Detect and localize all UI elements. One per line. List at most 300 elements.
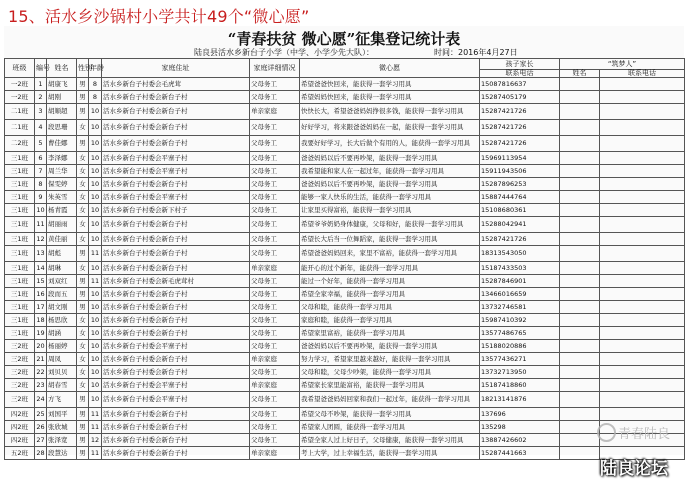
cell-address: 活水乡新台子村委会新台子村 <box>102 327 250 340</box>
cell-name: 段慧达 <box>47 447 77 460</box>
cell-name: 周凤 <box>47 353 77 366</box>
school-name: 陆良县活水乡新台子小学（中学、小学少先大队）： <box>194 48 374 57</box>
cell-address: 活水乡新台子村委会新台子村 <box>102 434 250 447</box>
cell-situation: 单亲家庭 <box>250 447 300 460</box>
table-row <box>5 301 685 314</box>
cell-phone: 18213141876 <box>480 392 560 408</box>
cell-class: 三1班 <box>5 288 35 301</box>
col-address: 家庭住址 <box>102 59 250 78</box>
col-class: 班级 <box>5 59 35 78</box>
cell-gender: 女 <box>77 262 89 275</box>
watermark-forum: 陆良论坛 <box>600 459 668 479</box>
cell-address: 活水乡新台子村委会平寨子村 <box>102 152 250 165</box>
cell-age: 11 <box>89 275 102 288</box>
cell-wish: 希望全家人过上好日子，父母健康，能获得一套学习用具 <box>300 434 480 447</box>
col-parent-group: 孩子家长 <box>480 59 560 70</box>
cell-phone: 13577436271 <box>480 353 560 366</box>
cell-no: 20 <box>35 340 47 353</box>
cell-sponsor-phone <box>600 408 685 421</box>
cell-sponsor-name <box>560 327 600 340</box>
table-row <box>5 217 685 233</box>
cell-class: 三1班 <box>5 233 35 246</box>
table-row <box>5 379 685 392</box>
cell-situation: 父母务工 <box>250 314 300 327</box>
cell-gender: 女 <box>77 327 89 340</box>
cell-name: 周兰华 <box>47 165 77 178</box>
cell-situation: 单亲家庭 <box>250 353 300 366</box>
table-row <box>5 275 685 288</box>
cell-no: 4 <box>35 120 47 136</box>
cell-sponsor-phone <box>600 301 685 314</box>
cell-address: 活水乡新台子村委会新台子村 <box>102 353 250 366</box>
cell-address: 活水乡新台子村委会新台子村 <box>102 288 250 301</box>
cell-situation: 单亲家庭 <box>250 104 300 120</box>
cell-situation: 单亲家庭 <box>250 379 300 392</box>
cell-no: 13 <box>35 246 47 262</box>
table-row <box>5 178 685 191</box>
cell-class: 五2班 <box>5 447 35 460</box>
cell-wish: 考上大学，过上幸福生活，能获得一套学习用具 <box>300 447 480 460</box>
cell-phone: 15287896253 <box>480 178 560 191</box>
cell-age: 10 <box>89 152 102 165</box>
cell-wish: 能过一个好年，能获得一套学习用具 <box>300 275 480 288</box>
cell-class: 四2班 <box>5 408 35 421</box>
cell-situation: 父母务工 <box>250 301 300 314</box>
cell-sponsor-name <box>560 136 600 152</box>
cell-no: 7 <box>35 165 47 178</box>
cell-name: 黄佳丽 <box>47 233 77 246</box>
cell-wish: 我要好好学习，长大后做个有用的人，能获得一套学习用具 <box>300 136 480 152</box>
table-row <box>5 288 685 301</box>
cell-age: 10 <box>89 136 102 152</box>
table-row <box>5 421 685 434</box>
cell-phone: 15287846901 <box>480 275 560 288</box>
cell-sponsor-name <box>560 233 600 246</box>
wish-table <box>4 58 685 460</box>
cell-gender: 女 <box>77 379 89 392</box>
cell-situation: 父母务工 <box>250 178 300 191</box>
cell-phone: 15187433503 <box>480 262 560 275</box>
table-row <box>5 366 685 379</box>
cell-sponsor-phone <box>600 178 685 191</box>
cell-gender: 男 <box>77 78 89 91</box>
cell-sponsor-name <box>560 340 600 353</box>
table-row <box>5 434 685 447</box>
sheet-date: 时间：2016年4月27日 <box>434 48 518 57</box>
cell-sponsor-name <box>560 301 600 314</box>
cell-no: 8 <box>35 178 47 191</box>
cell-sponsor-phone <box>600 78 685 91</box>
cell-address: 活水乡新台子村委会新台子村 <box>102 91 250 104</box>
cell-address: 活水乡新台子村委会新台子村 <box>102 447 250 460</box>
cell-name: 胡琳 <box>47 262 77 275</box>
cell-age: 10 <box>89 204 102 217</box>
cell-sponsor-name <box>560 262 600 275</box>
cell-class: 三2班 <box>5 340 35 353</box>
cell-address: 活水乡新台子村委会新毛虎茸村 <box>102 275 250 288</box>
cell-phone: 15287421726 <box>480 233 560 246</box>
cell-phone: 15287421726 <box>480 104 560 120</box>
cell-no: 16 <box>35 288 47 301</box>
cell-phone: 15887444764 <box>480 191 560 204</box>
cell-class: 三2班 <box>5 366 35 379</box>
cell-address: 活水乡新台子村委会新台子村 <box>102 408 250 421</box>
cell-address: 活水乡新台子村委会平寨子村 <box>102 165 250 178</box>
page-heading: 15、活水乡沙锅村小学共计49个“微心愿” <box>8 7 310 26</box>
cell-wish: 爸爸妈妈以后不要再吵架，能获得一套学习用具 <box>300 152 480 165</box>
cell-situation: 父母务工 <box>250 275 300 288</box>
cell-sponsor-phone <box>600 191 685 204</box>
cell-class: 三1班 <box>5 246 35 262</box>
cell-wish: 希望家长家里能富裕，能获得一套学习用具 <box>300 379 480 392</box>
cell-gender: 男 <box>77 408 89 421</box>
cell-address: 活水乡新台子村委会新台子村 <box>102 366 250 379</box>
cell-class: 一2班 <box>5 78 35 91</box>
cell-address: 活水乡新台子村委会新台子村 <box>102 120 250 136</box>
cell-no: 21 <box>35 353 47 366</box>
cell-sponsor-name <box>560 408 600 421</box>
cell-class: 三1班 <box>5 191 35 204</box>
cell-name: 刘贝贝 <box>47 366 77 379</box>
cell-situation: 父母务工 <box>250 327 300 340</box>
cell-age: 10 <box>89 340 102 353</box>
cell-phone: 15987410392 <box>480 314 560 327</box>
cell-age: 10 <box>89 217 102 233</box>
cell-name: 保雯婷 <box>47 178 77 191</box>
cell-sponsor-name <box>560 91 600 104</box>
cell-wish: 希望妈妈快回来，能获得一套学习用具 <box>300 91 480 104</box>
cell-wish: 希望全家幸福，能获得一套学习用具 <box>300 288 480 301</box>
cell-sponsor-name <box>560 191 600 204</box>
cell-sponsor-name <box>560 379 600 392</box>
table-row <box>5 191 685 204</box>
cell-class: 三1班 <box>5 165 35 178</box>
cell-age: 10 <box>89 178 102 191</box>
cell-age: 10 <box>89 353 102 366</box>
cell-sponsor-name <box>560 217 600 233</box>
cell-phone: 15287405179 <box>480 91 560 104</box>
cell-wish: 希望家人团圆，能获得一套学习用具 <box>300 421 480 434</box>
cell-name: 朱英雪 <box>47 191 77 204</box>
cell-class: 四2班 <box>5 434 35 447</box>
sheet-title: “青春扶贫 微心愿”征集登记统计表 <box>227 30 461 48</box>
cell-no: 14 <box>35 262 47 275</box>
cell-name: 张泽宽 <box>47 434 77 447</box>
cell-phone: 135298 <box>480 421 560 434</box>
cell-class: 三1班 <box>5 314 35 327</box>
cell-sponsor-phone <box>600 379 685 392</box>
cell-sponsor-name <box>560 152 600 165</box>
cell-sponsor-name <box>560 104 600 120</box>
cell-wish: 能开心的过个新年，能获得一套学习用具 <box>300 262 480 275</box>
cell-sponsor-phone <box>600 392 685 408</box>
cell-class: 三1班 <box>5 275 35 288</box>
cell-sponsor-name <box>560 204 600 217</box>
cell-wish: 希望爸爸快回来，能获得一套学习用具 <box>300 78 480 91</box>
cell-gender: 男 <box>77 136 89 152</box>
cell-age: 11 <box>89 421 102 434</box>
cell-sponsor-phone <box>600 165 685 178</box>
table-row <box>5 120 685 136</box>
cell-name: 张欣城 <box>47 421 77 434</box>
cell-age: 10 <box>89 301 102 314</box>
cell-situation: 父母务工 <box>250 392 300 408</box>
cell-sponsor-name <box>560 434 600 447</box>
cell-sponsor-name <box>560 288 600 301</box>
cell-wish: 希望长大后当一位舞蹈家，能获得一套学习用具 <box>300 233 480 246</box>
cell-age: 10 <box>89 379 102 392</box>
cell-name: 刘国平 <box>47 408 77 421</box>
cell-situation: 父母务工 <box>250 91 300 104</box>
cell-phone: 15911943506 <box>480 165 560 178</box>
cell-phone: 15087816637 <box>480 78 560 91</box>
cell-age: 8 <box>89 91 102 104</box>
cell-phone: 15288042941 <box>480 217 560 233</box>
cell-sponsor-phone <box>600 262 685 275</box>
col-sponsor-name: 姓名 <box>560 70 600 78</box>
cell-address: 活水乡新台子村委会新台子村 <box>102 104 250 120</box>
cell-name: 段思珊 <box>47 120 77 136</box>
cell-wish: 爸爸妈妈以后不要再吵架，能获得一套学习用具 <box>300 178 480 191</box>
cell-age: 10 <box>89 165 102 178</box>
cell-name: 胡涵 <box>47 327 77 340</box>
cell-gender: 男 <box>77 447 89 460</box>
cell-address: 活水乡新台子村委会平寨子村 <box>102 392 250 408</box>
table-row <box>5 314 685 327</box>
table-row <box>5 408 685 421</box>
cell-situation: 父母务工 <box>250 217 300 233</box>
cell-gender: 男 <box>77 104 89 120</box>
watermark-brand: 青春陆良 <box>618 427 671 442</box>
cell-address: 活水乡新台子村委会新下村子 <box>102 204 250 217</box>
cell-name: 胡丽雨 <box>47 217 77 233</box>
cell-gender: 女 <box>77 353 89 366</box>
table-row <box>5 246 685 262</box>
cell-gender: 女 <box>77 340 89 353</box>
cell-class: 三1班 <box>5 178 35 191</box>
cell-age: 12 <box>89 434 102 447</box>
cell-class: 三1班 <box>5 301 35 314</box>
cell-no: 3 <box>35 104 47 120</box>
cell-situation: 父母务工 <box>250 233 300 246</box>
cell-class: 二1班 <box>5 104 35 120</box>
cell-address: 活水乡新台子村委会平寨子村 <box>102 340 250 353</box>
cell-class: 二2班 <box>5 136 35 152</box>
table-body <box>5 78 685 460</box>
cell-sponsor-phone <box>600 204 685 217</box>
cell-name: 曹佳娜 <box>47 136 77 152</box>
cell-class: 三2班 <box>5 392 35 408</box>
cell-wish: 家庭和睦，能获得一套学习用具 <box>300 314 480 327</box>
cell-age: 10 <box>89 392 102 408</box>
cell-situation: 父母务工 <box>250 204 300 217</box>
cell-phone: 13732713950 <box>480 366 560 379</box>
cell-sponsor-phone <box>600 353 685 366</box>
cell-phone: 15108680361 <box>480 204 560 217</box>
cell-class: 一2班 <box>5 91 35 104</box>
cell-age: 10 <box>89 262 102 275</box>
cell-wish: 努力学习，希望家里越来越好，能获得一套学习用具 <box>300 353 480 366</box>
cell-no: 27 <box>35 434 47 447</box>
cell-name: 杨丽婷 <box>47 340 77 353</box>
cell-name: 刘双红 <box>47 275 77 288</box>
cell-situation: 父母务工 <box>250 78 300 91</box>
table-header-row <box>5 59 685 70</box>
cell-address: 活水乡新台子村委会平寨子村 <box>102 379 250 392</box>
cell-sponsor-phone <box>600 327 685 340</box>
cell-class: 三1班 <box>5 327 35 340</box>
cell-class: 三1班 <box>5 204 35 217</box>
cell-wish: 父母和睦，能获得一套学习用具 <box>300 301 480 314</box>
cell-sponsor-phone <box>600 91 685 104</box>
cell-phone: 15287441663 <box>480 447 560 460</box>
cell-name: 杨思欣 <box>47 314 77 327</box>
cell-age: 10 <box>89 104 102 120</box>
cell-sponsor-name <box>560 392 600 408</box>
cell-no: 17 <box>35 301 47 314</box>
table-row <box>5 447 685 460</box>
cell-sponsor-phone <box>600 233 685 246</box>
cell-age: 10 <box>89 120 102 136</box>
cell-situation: 父母务工 <box>250 136 300 152</box>
watermark-logo-icon <box>597 423 616 442</box>
cell-sponsor-phone <box>600 340 685 353</box>
table-row <box>5 165 685 178</box>
cell-gender: 女 <box>77 366 89 379</box>
cell-address: 活水乡新台子村委会新台子村 <box>102 262 250 275</box>
cell-no: 18 <box>35 314 47 327</box>
cell-no: 5 <box>35 136 47 152</box>
cell-sponsor-name <box>560 366 600 379</box>
cell-sponsor-phone <box>600 217 685 233</box>
cell-sponsor-phone <box>600 120 685 136</box>
cell-class: 三1班 <box>5 152 35 165</box>
cell-phone: 13577486765 <box>480 327 560 340</box>
cell-no: 15 <box>35 275 47 288</box>
cell-phone: 15188020886 <box>480 340 560 353</box>
table-row <box>5 262 685 275</box>
sheet-subline <box>4 47 684 58</box>
cell-gender: 男 <box>77 288 89 301</box>
cell-age: 11 <box>89 408 102 421</box>
cell-no: 6 <box>35 152 47 165</box>
col-no: 编号 <box>35 59 47 78</box>
cell-wish: 希望家里富裕，能获得一套学习用具 <box>300 327 480 340</box>
cell-wish: 好好学习，将来跟爸爸妈妈在一起，能获得一套学习用具 <box>300 120 480 136</box>
cell-wish: 让家里买得富裕，能获得一套学习用具 <box>300 204 480 217</box>
cell-name: 杨青霞 <box>47 204 77 217</box>
cell-name: 胡文刚 <box>47 301 77 314</box>
table-row <box>5 104 685 120</box>
cell-phone: 15287421726 <box>480 120 560 136</box>
cell-name: 胡彪 <box>47 246 77 262</box>
cell-no: 26 <box>35 421 47 434</box>
cell-wish: 快快长大，希望爸爸妈妈挣很多钱，能获得一套学习用具 <box>300 104 480 120</box>
cell-no: 9 <box>35 191 47 204</box>
cell-no: 12 <box>35 233 47 246</box>
cell-situation: 父母务工 <box>250 165 300 178</box>
cell-age: 10 <box>89 233 102 246</box>
cell-no: 28 <box>35 447 47 460</box>
cell-gender: 男 <box>77 275 89 288</box>
cell-gender: 男 <box>77 392 89 408</box>
table-row <box>5 233 685 246</box>
cell-wish: 父母和睦，父母少吵架，能获得一套学习用具 <box>300 366 480 379</box>
cell-class: 三2班 <box>5 353 35 366</box>
cell-sponsor-name <box>560 165 600 178</box>
cell-age: 11 <box>89 447 102 460</box>
table-row <box>5 353 685 366</box>
cell-class: 三2班 <box>5 379 35 392</box>
cell-class: 三1班 <box>5 262 35 275</box>
cell-situation: 父母务工 <box>250 288 300 301</box>
cell-situation: 父母务工 <box>250 434 300 447</box>
cell-name: 胡春雪 <box>47 379 77 392</box>
cell-situation: 父母务工 <box>250 340 300 353</box>
table-row <box>5 392 685 408</box>
cell-name: 方飞 <box>47 392 77 408</box>
cell-sponsor-name <box>560 275 600 288</box>
col-name: 姓名 <box>47 59 77 78</box>
cell-no: 24 <box>35 392 47 408</box>
cell-situation: 父母务工 <box>250 191 300 204</box>
cell-situation: 父母务工 <box>250 246 300 262</box>
cell-gender: 女 <box>77 314 89 327</box>
cell-situation: 父母务工 <box>250 152 300 165</box>
cell-address: 活水乡新台子村委会新台子村 <box>102 301 250 314</box>
cell-wish: 我希望爸爸妈妈回家和我们一起过年，能获得一套学习用具 <box>300 392 480 408</box>
cell-gender: 男 <box>77 91 89 104</box>
col-sponsor-phone: 联系电话 <box>600 70 685 78</box>
cell-address: 活水乡新台子村委会毛虎茸 <box>102 78 250 91</box>
cell-gender: 女 <box>77 191 89 204</box>
cell-address: 活水乡新台子村委会新台子村 <box>102 314 250 327</box>
cell-sponsor-name <box>560 120 600 136</box>
col-situation: 家庭详细情况 <box>250 59 300 78</box>
cell-gender: 女 <box>77 152 89 165</box>
cell-sponsor-name <box>560 178 600 191</box>
cell-name: 段而五 <box>47 288 77 301</box>
cell-phone: 15969113954 <box>480 152 560 165</box>
cell-sponsor-name <box>560 314 600 327</box>
cell-gender: 女 <box>77 204 89 217</box>
cell-sponsor-name <box>560 78 600 91</box>
cell-phone: 13887426602 <box>480 434 560 447</box>
cell-class: 四2班 <box>5 421 35 434</box>
cell-wish: 我希望能和家人在一起过年，能获得一套学习用具 <box>300 165 480 178</box>
table-row <box>5 340 685 353</box>
cell-sponsor-phone <box>600 275 685 288</box>
cell-name: 李泽娜 <box>47 152 77 165</box>
cell-class: 三1班 <box>5 217 35 233</box>
cell-phone: 137696 <box>480 408 560 421</box>
cell-wish: 爸爸妈妈以后不要再吵架，能获得一套学习用具 <box>300 340 480 353</box>
col-sponsor-group: “筑梦人” <box>560 59 685 70</box>
cell-gender: 女 <box>77 165 89 178</box>
cell-gender: 男 <box>77 421 89 434</box>
table-row <box>5 136 685 152</box>
cell-situation: 父母务工 <box>250 421 300 434</box>
cell-address: 活水乡新台子村委会新台子村 <box>102 178 250 191</box>
cell-name: 胡康飞 <box>47 78 77 91</box>
cell-phone: 13732746581 <box>480 301 560 314</box>
cell-situation: 父母务工 <box>250 366 300 379</box>
cell-no: 10 <box>35 204 47 217</box>
cell-address: 活水乡新台子村委会新台子村 <box>102 246 250 262</box>
cell-phone: 15187418860 <box>480 379 560 392</box>
cell-situation: 单亲家庭 <box>250 262 300 275</box>
registration-sheet <box>4 26 684 479</box>
